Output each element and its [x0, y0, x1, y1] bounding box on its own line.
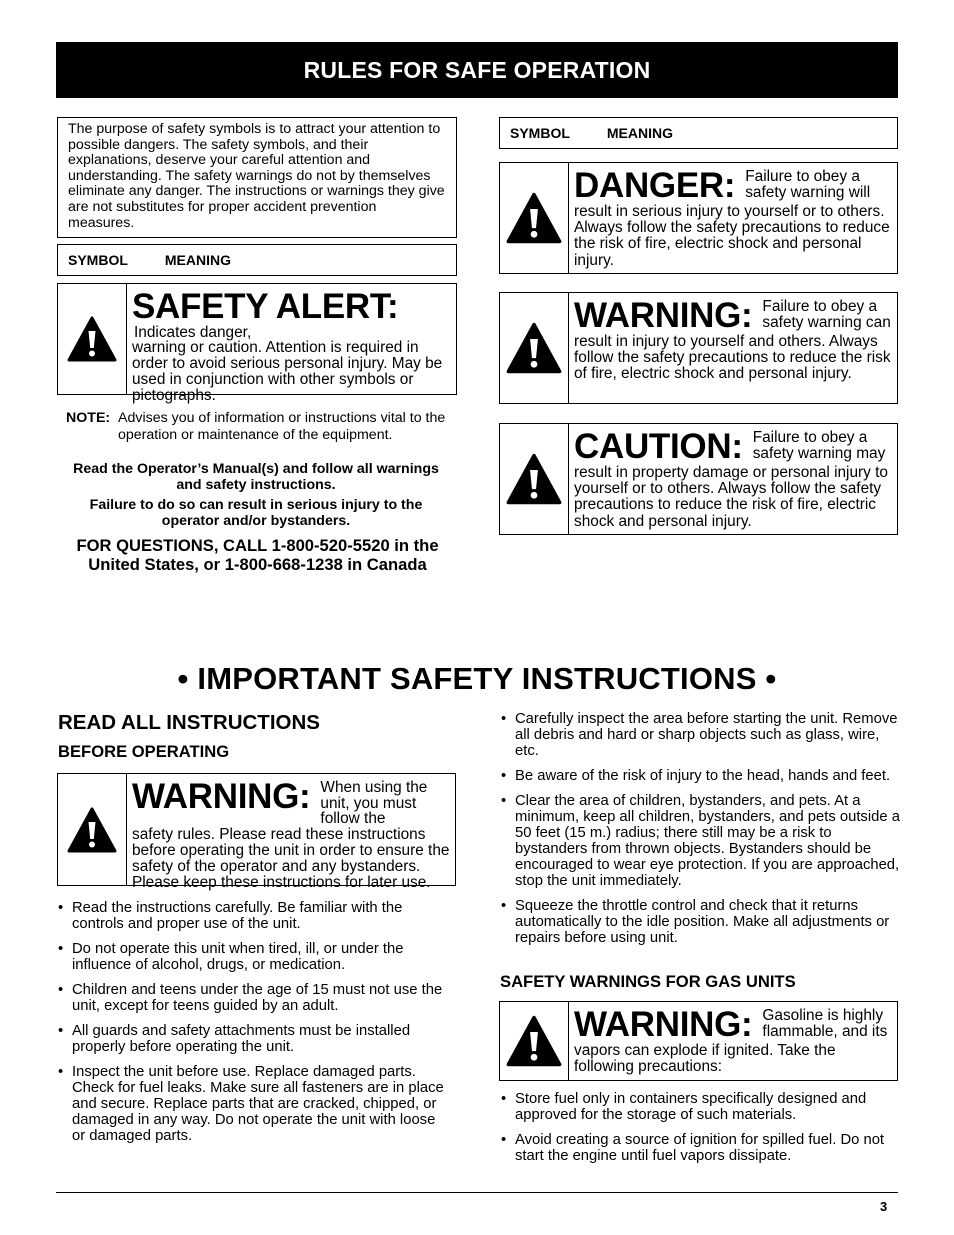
note-label: NOTE:: [66, 410, 111, 426]
before-operating-heading: BEFORE OPERATING: [58, 742, 230, 761]
important-title: • IMPORTANT SAFETY INSTRUCTIONS •: [177, 661, 777, 696]
list-item: • Store fuel only in containers specifically designed and approved for the storage of such materials.: [500, 1091, 900, 1123]
warning-box-gasoline: [499, 1001, 898, 1081]
section-banner: [56, 42, 898, 98]
list-item: • Avoid creating a source of ignition for spilled fuel. Do not start the engine until fuel vapors dissipate.: [500, 1132, 900, 1164]
intro-box: [57, 117, 457, 238]
caution-icon-cell: [500, 424, 569, 534]
caution-label: CAUTION:: [574, 427, 743, 466]
banner-title: RULES FOR SAFE OPERATION: [303, 56, 651, 83]
caution-lead: Failure to obey a safety warning may: [752, 429, 886, 462]
warning-icon-cell: [500, 293, 569, 403]
warning-triangle-icon: [67, 316, 117, 362]
warning-text: safety rules. Please read these instructions before operating the unit in order to ensure the safety of the operator and any bystanders. Please keep these instructions for later use.: [132, 825, 450, 892]
note-block: [66, 410, 458, 444]
warning-lead: Gasoline is highly flammable, and its: [762, 1007, 888, 1040]
meaning-label: MEANING: [164, 252, 232, 268]
warning-box-general: [499, 292, 898, 404]
warning-triangle-icon: [506, 192, 562, 244]
warning-text: vapors can explode if ignited. Take the following precautions:: [574, 1042, 836, 1076]
warning-box-before-operating: [57, 773, 456, 892]
symbol-header-left: [57, 244, 457, 276]
list-item: • All guards and safety attachments must be installed properly before operating the unit.: [57, 1023, 452, 1055]
alert-icon-cell: [58, 284, 127, 394]
page-number: 3: [880, 1199, 888, 1214]
warning-lead: Failure to obey a safety warning can: [762, 298, 891, 331]
list-item: • Do not operate this unit when tired, ill, or under the influence of alcohol, drugs, or medication.: [57, 941, 452, 973]
warning-icon-cell: [500, 1002, 569, 1080]
questions-phone-text: FOR QUESTIONS, CALL 1-800-520-5520 in the United States, or 1-800-668-1238 in Canada: [76, 536, 439, 574]
safety-alert-label: SAFETY ALERT:: [132, 287, 399, 326]
before-operating-list: [57, 900, 452, 1153]
list-item: • Squeeze the throttle control and check that it returns automatically to the idle position. Make all adjustments or repairs before using unit.: [500, 898, 900, 946]
safety-alert-text: warning or caution. Attention is required in order to avoid serious personal injury. May be used in conjunction with other symbols or pictographs.: [132, 338, 443, 405]
symbol-label: SYMBOL: [510, 125, 570, 141]
warning-label: WARNING:: [574, 296, 753, 335]
gas-units-heading: SAFETY WARNINGS FOR GAS UNITS: [500, 972, 796, 991]
danger-icon-cell: [500, 163, 569, 273]
symbol-label: SYMBOL: [68, 252, 128, 268]
caution-box: [499, 423, 898, 535]
list-item: • Read the instructions carefully. Be familiar with the controls and proper use of the unit.: [57, 900, 452, 932]
list-item: • Be aware of the risk of injury to the head, hands and feet.: [500, 768, 900, 784]
read-manual-text: Read the Operator’s Manual(s) and follow all warnings and safety instructions.: [73, 461, 439, 493]
warning-triangle-icon: [506, 1015, 562, 1067]
list-item: • Clear the area of children, bystanders, and pets. At a minimum, keep all children, bystanders, and pets outside a 50 feet (15 m.) radius; there still may be a risk to bystanders from thrown objects. Bystanders should be encouraged to wear eye protection. If you are approached, stop the unit immediately.: [500, 793, 900, 889]
warning-triangle-icon: [506, 453, 562, 505]
caution-text: result in property damage or personal injury to yourself or to others. Always follow the safety precautions to reduce the risk of fire, electric shock and personal injury.: [574, 464, 888, 530]
symbol-header-right: [499, 117, 898, 149]
footer-divider: [56, 1192, 898, 1193]
danger-label: DANGER:: [574, 166, 736, 205]
danger-box: [499, 162, 898, 274]
note-text: Advises you of information or instructions vital to the operation or maintenance of the equipment.: [118, 410, 446, 443]
warning-label: WARNING:: [132, 777, 311, 816]
warning-triangle-icon: [67, 807, 117, 853]
list-item: • Children and teens under the age of 15 must not use the unit, except for teens guided by an adult.: [57, 982, 452, 1014]
danger-lead: Failure to obey a safety warning will: [745, 168, 871, 201]
read-all-heading: READ ALL INSTRUCTIONS: [58, 711, 320, 734]
gas-precautions-list: [500, 1091, 900, 1173]
safety-alert-lead: Indicates danger,: [134, 324, 252, 341]
list-item: • Inspect the unit before use. Replace damaged parts. Check for fuel leaks. Make sure all fasteners are in place and secure. Replace parts that are cracked, chipped, or damaged in any way. Do not operate the unit with loose or damaged parts.: [57, 1064, 452, 1144]
warning-triangle-icon: [506, 322, 562, 374]
list-item: • Carefully inspect the area before starting the unit. Remove all debris and hard or sharp objects such as glass, wire, etc.: [500, 711, 900, 759]
warning-icon-cell: [58, 774, 127, 885]
intro-text: The purpose of safety symbols is to attract your attention to possible dangers. The safety symbols, and their explanations, deserve your careful attention and understanding. The safety warnings do not by themselves eliminate any danger. The instructions or warnings they give are not substitutes for proper accident prevention measures.: [68, 121, 445, 231]
failure-text: Failure to do so can result in serious injury to the operator and/or bystanders.: [89, 497, 423, 529]
safety-alert-box: [57, 283, 457, 405]
warning-label: WARNING:: [574, 1005, 753, 1044]
area-inspection-list: [500, 711, 900, 955]
warning-text: result in injury to yourself and others. Always follow the safety precautions to reduce the risk of fire, electric shock and personal injury.: [574, 333, 891, 383]
meaning-label: MEANING: [606, 125, 674, 141]
warning-lead: When using the unit, you must follow the: [320, 779, 428, 828]
danger-text: result in serious injury to yourself or to others. Always follow the safety precautions to reduce the risk of fire, electric shock and personal injury.: [574, 203, 890, 269]
